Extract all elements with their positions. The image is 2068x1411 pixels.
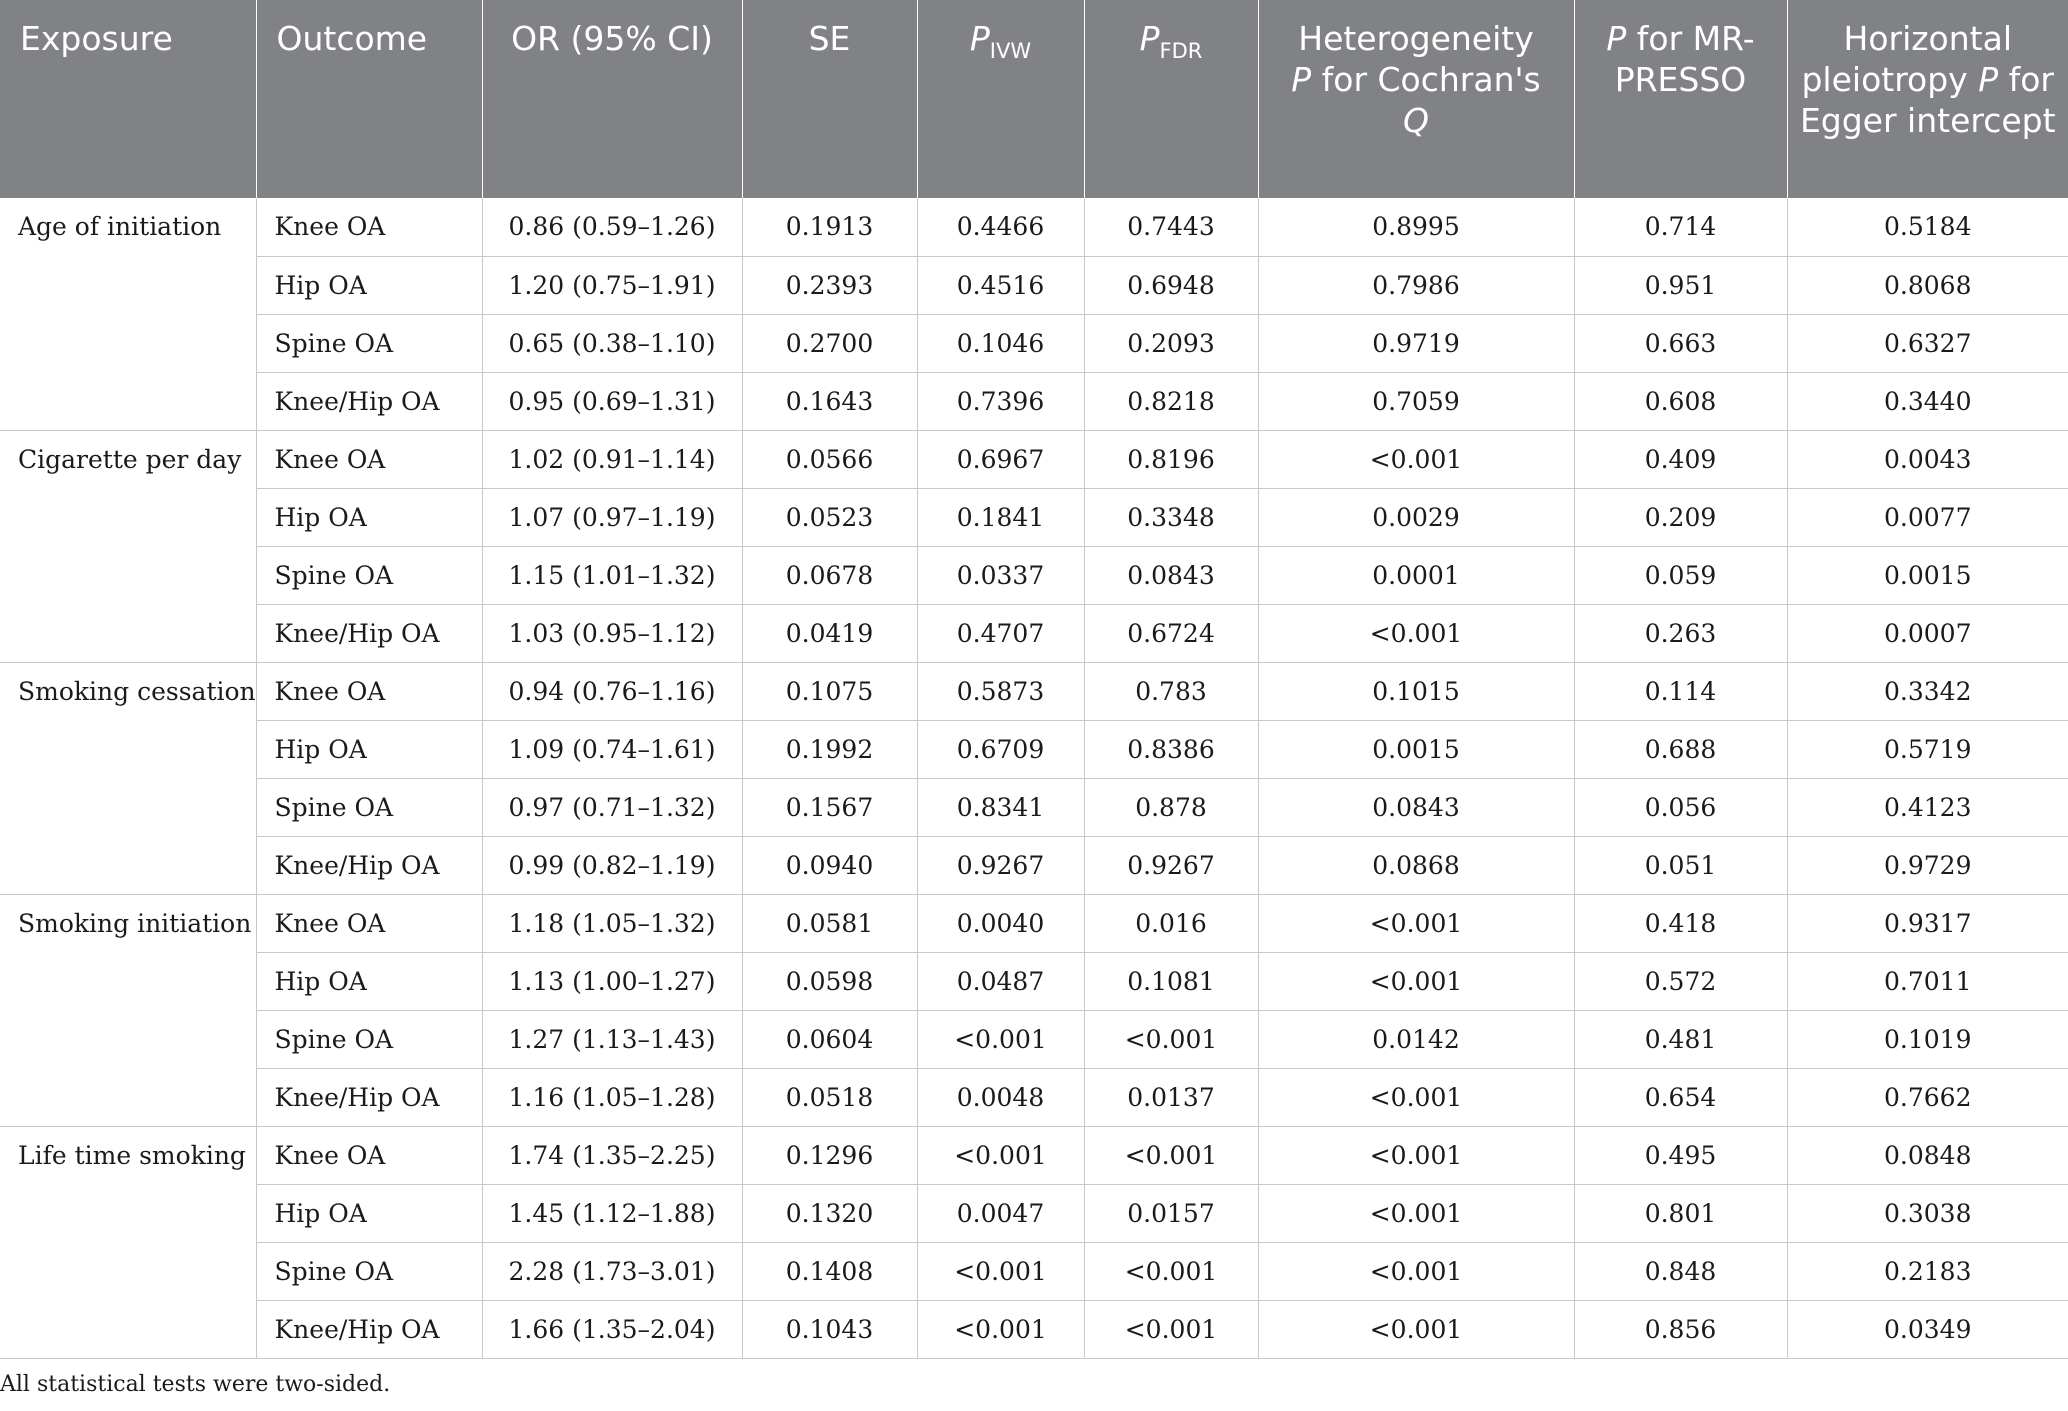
outcome-cell: Knee/Hip OA [256, 836, 482, 894]
table-row [0, 604, 2068, 662]
egger-cell: 0.7662 [1787, 1068, 2068, 1126]
outcome-cell: Spine OA [256, 778, 482, 836]
mr-presso-cell: 0.801 [1574, 1184, 1787, 1242]
p-fdr-cell: <0.001 [1084, 1300, 1258, 1358]
or-cell: 1.16 (1.05–1.28) [482, 1068, 742, 1126]
outcome-cell: Hip OA [256, 952, 482, 1010]
table-row [0, 836, 2068, 894]
header-or: OR (95% CI) [482, 0, 742, 198]
table-row [0, 778, 2068, 836]
or-cell: 1.45 (1.12–1.88) [482, 1184, 742, 1242]
outcome-cell: Spine OA [256, 1010, 482, 1068]
mr-presso-cell: 0.051 [1574, 836, 1787, 894]
se-cell: 0.1913 [742, 198, 917, 256]
p-ivw-cell: 0.6709 [917, 720, 1084, 778]
header-p-ivw-sub: IVW [989, 39, 1032, 63]
p-ivw-cell: 0.0047 [917, 1184, 1084, 1242]
p-ivw-cell: 0.4707 [917, 604, 1084, 662]
table-body [0, 198, 2068, 1358]
p-fdr-cell: 0.7443 [1084, 198, 1258, 256]
header-heterogeneity-p: P [1291, 60, 1312, 99]
egger-cell: 0.2183 [1787, 1242, 2068, 1300]
egger-cell: 0.3440 [1787, 372, 2068, 430]
header-se: SE [742, 0, 917, 198]
mr-presso-cell: 0.848 [1574, 1242, 1787, 1300]
mr-presso-cell: 0.572 [1574, 952, 1787, 1010]
or-cell: 1.13 (1.00–1.27) [482, 952, 742, 1010]
egger-cell: 0.1019 [1787, 1010, 2068, 1068]
outcome-cell: Spine OA [256, 546, 482, 604]
heterogeneity-cell: <0.001 [1258, 1300, 1574, 1358]
outcome-cell: Hip OA [256, 256, 482, 314]
or-cell: 1.18 (1.05–1.32) [482, 894, 742, 952]
heterogeneity-cell: 0.0142 [1258, 1010, 1574, 1068]
table-row [0, 952, 2068, 1010]
or-cell: 1.07 (0.97–1.19) [482, 488, 742, 546]
se-cell: 0.0604 [742, 1010, 917, 1068]
table-footnote: All statistical tests were two-sided. [0, 1372, 391, 1397]
se-cell: 0.0940 [742, 836, 917, 894]
p-fdr-cell: <0.001 [1084, 1242, 1258, 1300]
egger-cell: 0.0015 [1787, 546, 2068, 604]
outcome-cell: Knee/Hip OA [256, 604, 482, 662]
header-egger-line1: Horizontal pleiotropy [1801, 19, 2012, 99]
header-heterogeneity [1258, 0, 1574, 198]
table-header [0, 0, 2068, 198]
outcome-cell: Knee/Hip OA [256, 1300, 482, 1358]
header-presso-rest: for MR-PRESSO [1614, 19, 1755, 99]
or-cell: 1.66 (1.35–2.04) [482, 1300, 742, 1358]
p-ivw-cell: 0.4516 [917, 256, 1084, 314]
se-cell: 0.0518 [742, 1068, 917, 1126]
se-cell: 0.1043 [742, 1300, 917, 1358]
or-cell: 0.94 (0.76–1.16) [482, 662, 742, 720]
table-row [0, 430, 2068, 488]
p-fdr-cell: 0.0137 [1084, 1068, 1258, 1126]
p-fdr-cell: 0.783 [1084, 662, 1258, 720]
se-cell: 0.1320 [742, 1184, 917, 1242]
egger-cell: 0.0349 [1787, 1300, 2068, 1358]
p-ivw-cell: 0.1046 [917, 314, 1084, 372]
table-row [0, 1184, 2068, 1242]
mr-presso-cell: 0.951 [1574, 256, 1787, 314]
se-cell: 0.0419 [742, 604, 917, 662]
or-cell: 1.09 (0.74–1.61) [482, 720, 742, 778]
p-ivw-cell: 0.5873 [917, 662, 1084, 720]
p-ivw-cell: <0.001 [917, 1010, 1084, 1068]
egger-cell: 0.4123 [1787, 778, 2068, 836]
heterogeneity-cell: <0.001 [1258, 1126, 1574, 1184]
egger-cell: 0.0077 [1787, 488, 2068, 546]
se-cell: 0.1643 [742, 372, 917, 430]
outcome-cell: Hip OA [256, 1184, 482, 1242]
outcome-cell: Knee/Hip OA [256, 372, 482, 430]
header-p-fdr [1084, 0, 1258, 198]
mr-presso-cell: 0.056 [1574, 778, 1787, 836]
exposure-cell: Smoking cessation [0, 662, 256, 894]
se-cell: 0.0581 [742, 894, 917, 952]
or-cell: 2.28 (1.73–3.01) [482, 1242, 742, 1300]
table-row [0, 198, 2068, 256]
egger-cell: 0.3038 [1787, 1184, 2068, 1242]
heterogeneity-cell: 0.8995 [1258, 198, 1574, 256]
egger-cell: 0.5184 [1787, 198, 2068, 256]
header-presso-p: P [1606, 19, 1627, 58]
header-exposure: Exposure [0, 0, 256, 198]
se-cell: 0.0523 [742, 488, 917, 546]
header-heterogeneity-q: Q [1403, 101, 1429, 140]
outcome-cell: Knee OA [256, 894, 482, 952]
se-cell: 0.1408 [742, 1242, 917, 1300]
outcome-cell: Hip OA [256, 488, 482, 546]
table-row [0, 488, 2068, 546]
mr-presso-cell: 0.654 [1574, 1068, 1787, 1126]
egger-cell: 0.6327 [1787, 314, 2068, 372]
se-cell: 0.1992 [742, 720, 917, 778]
p-fdr-cell: <0.001 [1084, 1126, 1258, 1184]
mr-presso-cell: 0.495 [1574, 1126, 1787, 1184]
p-ivw-cell: 0.0487 [917, 952, 1084, 1010]
header-p-ivw [917, 0, 1084, 198]
table-row [0, 894, 2068, 952]
header-heterogeneity-mid: for Cochran's [1311, 60, 1541, 99]
table-row [0, 662, 2068, 720]
or-cell: 1.74 (1.35–2.25) [482, 1126, 742, 1184]
p-fdr-cell: 0.6724 [1084, 604, 1258, 662]
or-cell: 1.27 (1.13–1.43) [482, 1010, 742, 1068]
se-cell: 0.0598 [742, 952, 917, 1010]
outcome-cell: Spine OA [256, 1242, 482, 1300]
or-cell: 0.99 (0.82–1.19) [482, 836, 742, 894]
outcome-cell: Knee OA [256, 662, 482, 720]
table-row [0, 1242, 2068, 1300]
heterogeneity-cell: 0.9719 [1258, 314, 1574, 372]
heterogeneity-cell: 0.1015 [1258, 662, 1574, 720]
egger-cell: 0.3342 [1787, 662, 2068, 720]
or-cell: 1.03 (0.95–1.12) [482, 604, 742, 662]
mr-presso-cell: 0.714 [1574, 198, 1787, 256]
egger-cell: 0.7011 [1787, 952, 2068, 1010]
heterogeneity-cell: 0.0843 [1258, 778, 1574, 836]
p-fdr-cell: 0.3348 [1084, 488, 1258, 546]
header-mr-presso [1574, 0, 1787, 198]
mr-presso-cell: 0.114 [1574, 662, 1787, 720]
egger-cell: 0.0848 [1787, 1126, 2068, 1184]
table-row [0, 314, 2068, 372]
heterogeneity-cell: 0.0001 [1258, 546, 1574, 604]
p-ivw-cell: 0.0337 [917, 546, 1084, 604]
header-egger [1787, 0, 2068, 198]
mr-presso-cell: 0.856 [1574, 1300, 1787, 1358]
p-fdr-cell: 0.016 [1084, 894, 1258, 952]
heterogeneity-cell: 0.7986 [1258, 256, 1574, 314]
p-ivw-cell: 0.0048 [917, 1068, 1084, 1126]
table-row [0, 1068, 2068, 1126]
egger-cell: 0.8068 [1787, 256, 2068, 314]
se-cell: 0.2393 [742, 256, 917, 314]
p-ivw-cell: 0.1841 [917, 488, 1084, 546]
p-fdr-cell: <0.001 [1084, 1010, 1258, 1068]
p-ivw-cell: <0.001 [917, 1300, 1084, 1358]
heterogeneity-cell: <0.001 [1258, 894, 1574, 952]
mr-presso-cell: 0.418 [1574, 894, 1787, 952]
or-cell: 1.15 (1.01–1.32) [482, 546, 742, 604]
p-ivw-cell: <0.001 [917, 1126, 1084, 1184]
se-cell: 0.2700 [742, 314, 917, 372]
p-fdr-cell: 0.8196 [1084, 430, 1258, 488]
heterogeneity-cell: 0.0029 [1258, 488, 1574, 546]
p-ivw-cell: 0.7396 [917, 372, 1084, 430]
outcome-cell: Knee OA [256, 198, 482, 256]
p-ivw-cell: 0.6967 [917, 430, 1084, 488]
outcome-cell: Knee OA [256, 1126, 482, 1184]
exposure-cell: Age of initiation [0, 198, 256, 430]
outcome-cell: Knee OA [256, 430, 482, 488]
egger-cell: 0.5719 [1787, 720, 2068, 778]
or-cell: 1.02 (0.91–1.14) [482, 430, 742, 488]
header-outcome: Outcome [256, 0, 482, 198]
egger-cell: 0.0007 [1787, 604, 2068, 662]
table-row [0, 1126, 2068, 1184]
heterogeneity-cell: <0.001 [1258, 1068, 1574, 1126]
table-row [0, 1010, 2068, 1068]
mr-presso-cell: 0.688 [1574, 720, 1787, 778]
header-egger-p: P [1978, 60, 1999, 99]
header-row [0, 0, 2068, 198]
or-cell: 0.86 (0.59–1.26) [482, 198, 742, 256]
p-fdr-cell: 0.9267 [1084, 836, 1258, 894]
or-cell: 1.20 (0.75–1.91) [482, 256, 742, 314]
p-fdr-cell: 0.0843 [1084, 546, 1258, 604]
exposure-cell: Cigarette per day [0, 430, 256, 662]
table-row [0, 1300, 2068, 1358]
p-ivw-cell: 0.4466 [917, 198, 1084, 256]
header-p-fdr-sub: FDR [1159, 39, 1203, 63]
header-p-ivw-main: P [969, 19, 990, 58]
p-fdr-cell: 0.6948 [1084, 256, 1258, 314]
heterogeneity-cell: 0.7059 [1258, 372, 1574, 430]
header-p-fdr-main: P [1139, 19, 1160, 58]
heterogeneity-cell: 0.0015 [1258, 720, 1574, 778]
p-fdr-cell: 0.878 [1084, 778, 1258, 836]
table-row [0, 720, 2068, 778]
mr-presso-cell: 0.209 [1574, 488, 1787, 546]
p-fdr-cell: 0.8218 [1084, 372, 1258, 430]
egger-cell: 0.9729 [1787, 836, 2068, 894]
outcome-cell: Knee/Hip OA [256, 1068, 482, 1126]
mr-presso-cell: 0.663 [1574, 314, 1787, 372]
mr-presso-cell: 0.608 [1574, 372, 1787, 430]
heterogeneity-cell: <0.001 [1258, 1184, 1574, 1242]
se-cell: 0.1567 [742, 778, 917, 836]
or-cell: 0.97 (0.71–1.32) [482, 778, 742, 836]
p-fdr-cell: 0.2093 [1084, 314, 1258, 372]
se-cell: 0.1296 [742, 1126, 917, 1184]
se-cell: 0.1075 [742, 662, 917, 720]
se-cell: 0.0566 [742, 430, 917, 488]
mr-presso-cell: 0.059 [1574, 546, 1787, 604]
egger-cell: 0.0043 [1787, 430, 2068, 488]
mr-presso-cell: 0.481 [1574, 1010, 1787, 1068]
header-egger-rest: for Egger intercept [1799, 60, 2056, 140]
table-row [0, 256, 2068, 314]
p-ivw-cell: 0.0040 [917, 894, 1084, 952]
p-fdr-cell: 0.1081 [1084, 952, 1258, 1010]
heterogeneity-cell: <0.001 [1258, 1242, 1574, 1300]
p-ivw-cell: 0.8341 [917, 778, 1084, 836]
outcome-cell: Hip OA [256, 720, 482, 778]
exposure-cell: Life time smoking [0, 1126, 256, 1358]
exposure-cell: Smoking initiation [0, 894, 256, 1126]
or-cell: 0.95 (0.69–1.31) [482, 372, 742, 430]
p-fdr-cell: 0.8386 [1084, 720, 1258, 778]
heterogeneity-cell: <0.001 [1258, 952, 1574, 1010]
table-row [0, 546, 2068, 604]
or-cell: 0.65 (0.38–1.10) [482, 314, 742, 372]
p-ivw-cell: 0.9267 [917, 836, 1084, 894]
mr-presso-cell: 0.263 [1574, 604, 1787, 662]
mr-presso-cell: 0.409 [1574, 430, 1787, 488]
heterogeneity-cell: 0.0868 [1258, 836, 1574, 894]
egger-cell: 0.9317 [1787, 894, 2068, 952]
p-fdr-cell: 0.0157 [1084, 1184, 1258, 1242]
p-ivw-cell: <0.001 [917, 1242, 1084, 1300]
header-heterogeneity-line1: Heterogeneity [1298, 19, 1534, 58]
se-cell: 0.0678 [742, 546, 917, 604]
table-row [0, 372, 2068, 430]
heterogeneity-cell: <0.001 [1258, 604, 1574, 662]
heterogeneity-cell: <0.001 [1258, 430, 1574, 488]
outcome-cell: Spine OA [256, 314, 482, 372]
